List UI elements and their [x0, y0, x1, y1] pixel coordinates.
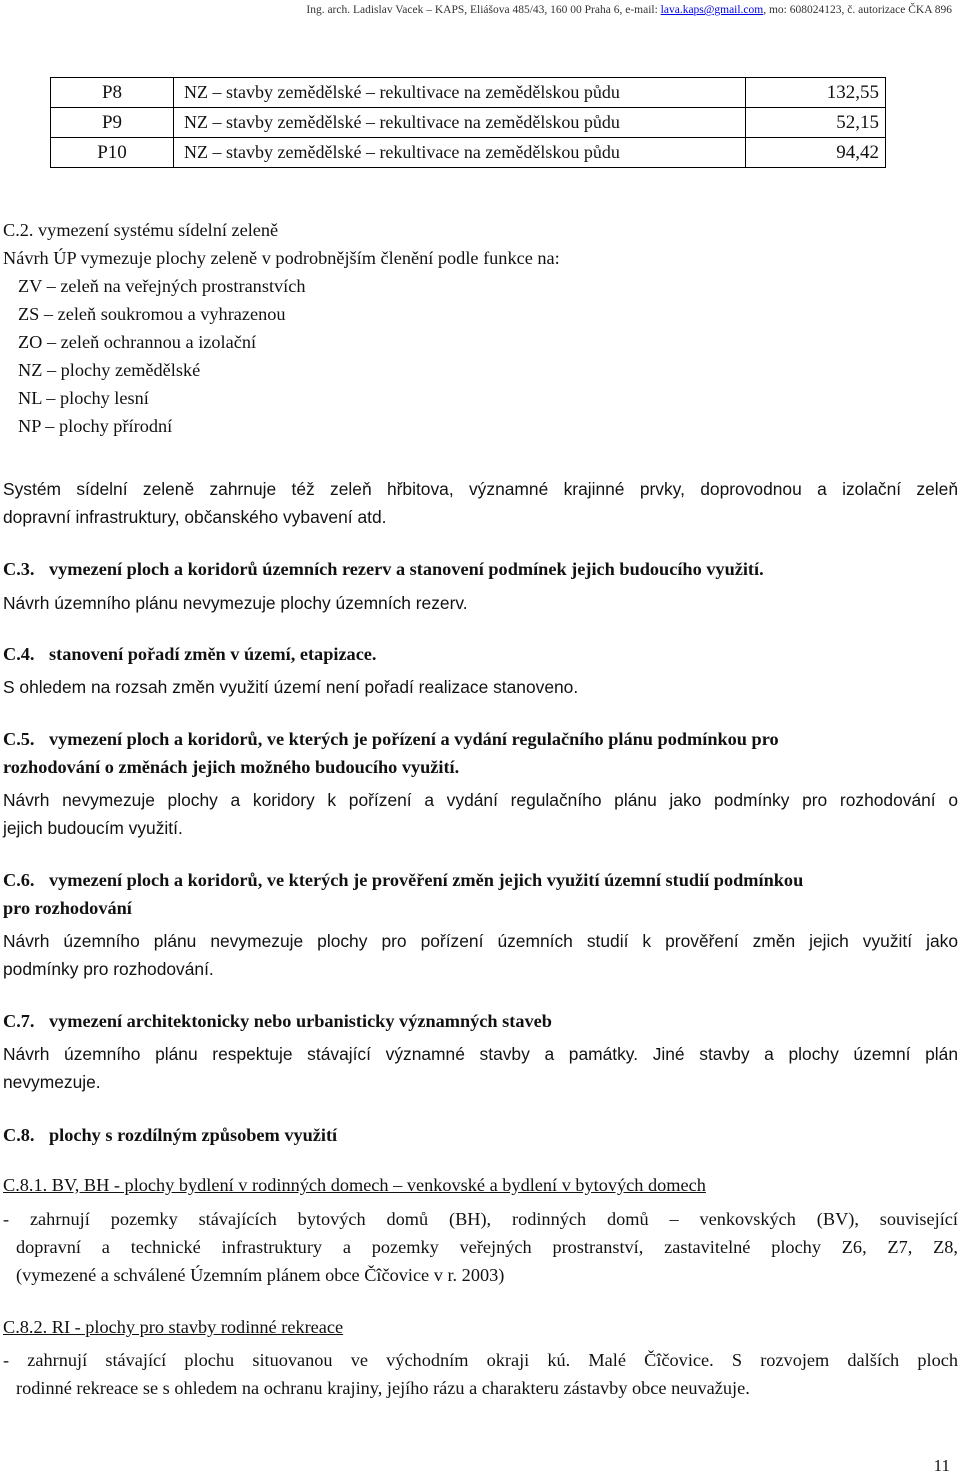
paragraph-line: S ohledem na rozsah změn využití území není pořadí realizace stanoveno. [3, 677, 579, 697]
paragraph-line: Návrh územního plánu nevymezuje plochy pro pořízení územních studií k prověření změn jejich využití jako [3, 931, 958, 951]
c5-text [3, 786, 958, 842]
table-row [51, 108, 886, 138]
plot-area: 132,55 [746, 78, 886, 108]
page-number: 11 [933, 1456, 950, 1475]
section-heading [3, 725, 958, 753]
paragraph-line: Návrh územního plánu respektuje stávající významné stavby a památky. Jiné stavby a plochy územní plán [3, 1044, 958, 1064]
section-c7 [3, 1007, 958, 1035]
list-item: ZO – zeleň ochrannou a izolační [18, 332, 257, 352]
paragraph-line: - zahrnují stávající plochu situovanou ve východním okraji kú. Malé Čîčovice. S rozvojem dalších ploch [3, 1350, 958, 1370]
section-number: C.5. [3, 729, 35, 749]
c7-text [3, 1040, 958, 1096]
c82-text [3, 1346, 958, 1402]
plot-id: P9 [51, 108, 174, 138]
list-item: NP – plochy přírodní [18, 416, 173, 436]
section-c81 [3, 1171, 958, 1199]
email-link[interactable]: lava.kaps@gmail.com [660, 4, 764, 16]
subsection-heading: C.8.1. BV, BH - plochy bydlení v rodinných domech – venkovské a bydlení v bytových domech [3, 1175, 706, 1195]
table-row [51, 138, 886, 168]
header-text-end: , mo: 608024123, č. autorizace ČKA 896 [763, 4, 952, 16]
plot-description: NZ – stavby zemědělské – rekultivace na zemědělskou půdu [174, 138, 746, 168]
section-intro: Návrh ÚP vymezuje plochy zeleně v podrobnějším členění podle funkce na: [3, 248, 560, 268]
plots-table [50, 77, 886, 168]
list-item: ZS – zeleň soukromou a vyhrazenou [18, 304, 286, 324]
header-text: Ing. arch. Ladislav Vacek – KAPS, Eliášova 485/43, 160 00 Praha 6, e-mail: [306, 4, 661, 16]
section-title-cont: pro rozhodování [3, 898, 132, 918]
section-number: C.3. [3, 559, 35, 579]
section-title: vymezení ploch a koridorů, ve kterých je prověření změn jejich využití územní studií podmínkou [49, 870, 804, 890]
list-item: NZ – plochy zemědělské [18, 360, 201, 380]
section-number: C.6. [3, 870, 35, 890]
section-c82 [3, 1313, 958, 1341]
plot-id: P8 [51, 78, 174, 108]
paragraph-line: dopravní infrastruktury, občanského vybavení atd. [3, 507, 387, 527]
plot-description: NZ – stavby zemědělské – rekultivace na zemědělskou půdu [174, 108, 746, 138]
section-title: vymezení ploch a koridorů, ve kterých je pořízení a vydání regulačního plánu podmínkou pro [49, 729, 779, 749]
section-heading: C.2. vymezení systému sídelní zeleně [3, 220, 279, 240]
section-heading [3, 866, 958, 894]
paragraph-line: Systém sídelní zeleně zahrnuje též zeleň hřbitova, významné krajinné prvky, doprovodnou a izolační zeleň [3, 479, 958, 499]
paragraph-line: Návrh nevymezuje plochy a koridory k pořízení a vydání regulačního plánu jako podmínky pro rozhodování o [3, 790, 958, 810]
section-number: C.7. [3, 1011, 35, 1031]
table-row [51, 78, 886, 108]
section-heading [3, 555, 958, 583]
paragraph-line: Návrh územního plánu nevymezuje plochy územních rezerv. [3, 593, 468, 613]
paragraph-line: dopravní a technické infrastruktury a pozemky veřejných prostranství, zastavitelné plochy Z6, Z7, Z8, [16, 1237, 958, 1257]
paragraph-line: (vymezené a schválené Územním plánem obce Čîčovice v r. 2003) [16, 1265, 505, 1285]
plot-description: NZ – stavby zemědělské – rekultivace na zemědělskou půdu [174, 78, 746, 108]
section-number: C.4. [3, 644, 35, 664]
section-c4 [3, 640, 958, 668]
section-title: vymezení architektonicky nebo urbanisticky významných staveb [49, 1011, 552, 1031]
section-number: C.8. [3, 1125, 35, 1145]
c81-text [3, 1205, 958, 1289]
section-title: plochy s rozdílným způsobem využití [49, 1125, 338, 1145]
section-heading [3, 1007, 958, 1035]
paragraph-line: nevymezuje. [3, 1072, 101, 1092]
page-header [2, 4, 952, 16]
section-heading [3, 1121, 958, 1149]
paragraph-line: rodinné rekreace se s ohledem na ochranu krajiny, jejího rázu a charakteru zástavby obce neuvažuje. [16, 1378, 750, 1398]
list-item: ZV – zeleň na veřejných prostranstvích [18, 276, 306, 296]
c3-text [3, 589, 958, 617]
subsection-heading: C.8.2. RI - plochy pro stavby rodinné rekreace [3, 1317, 344, 1337]
section-title-cont: rozhodování o změnách jejich možného budoucího využití. [3, 757, 460, 777]
plot-area: 94,42 [746, 138, 886, 168]
section-title: stanovení pořadí změn v území, etapizace. [49, 644, 377, 664]
section-c8 [3, 1121, 958, 1149]
plot-id: P10 [51, 138, 174, 168]
section-c2 [3, 216, 958, 440]
greenery-list [3, 272, 958, 440]
c4-text [3, 673, 958, 701]
section-title: vymezení ploch a koridorů územních rezerv a stanovení podmínek jejich budoucího využití. [49, 559, 764, 579]
c2-paragraph [3, 475, 958, 531]
paragraph-line: jejich budoucím využití. [3, 818, 183, 838]
section-heading [3, 640, 958, 668]
paragraph-line: podmínky pro rozhodování. [3, 959, 214, 979]
section-c6 [3, 866, 958, 922]
section-c3 [3, 555, 958, 583]
plot-area: 52,15 [746, 108, 886, 138]
list-item: NL – plochy lesní [18, 388, 149, 408]
section-c5 [3, 725, 958, 781]
c6-text [3, 927, 958, 983]
paragraph-line: - zahrnují pozemky stávajících bytových domů (BH), rodinných domů – venkovských (BV), související [3, 1209, 958, 1229]
